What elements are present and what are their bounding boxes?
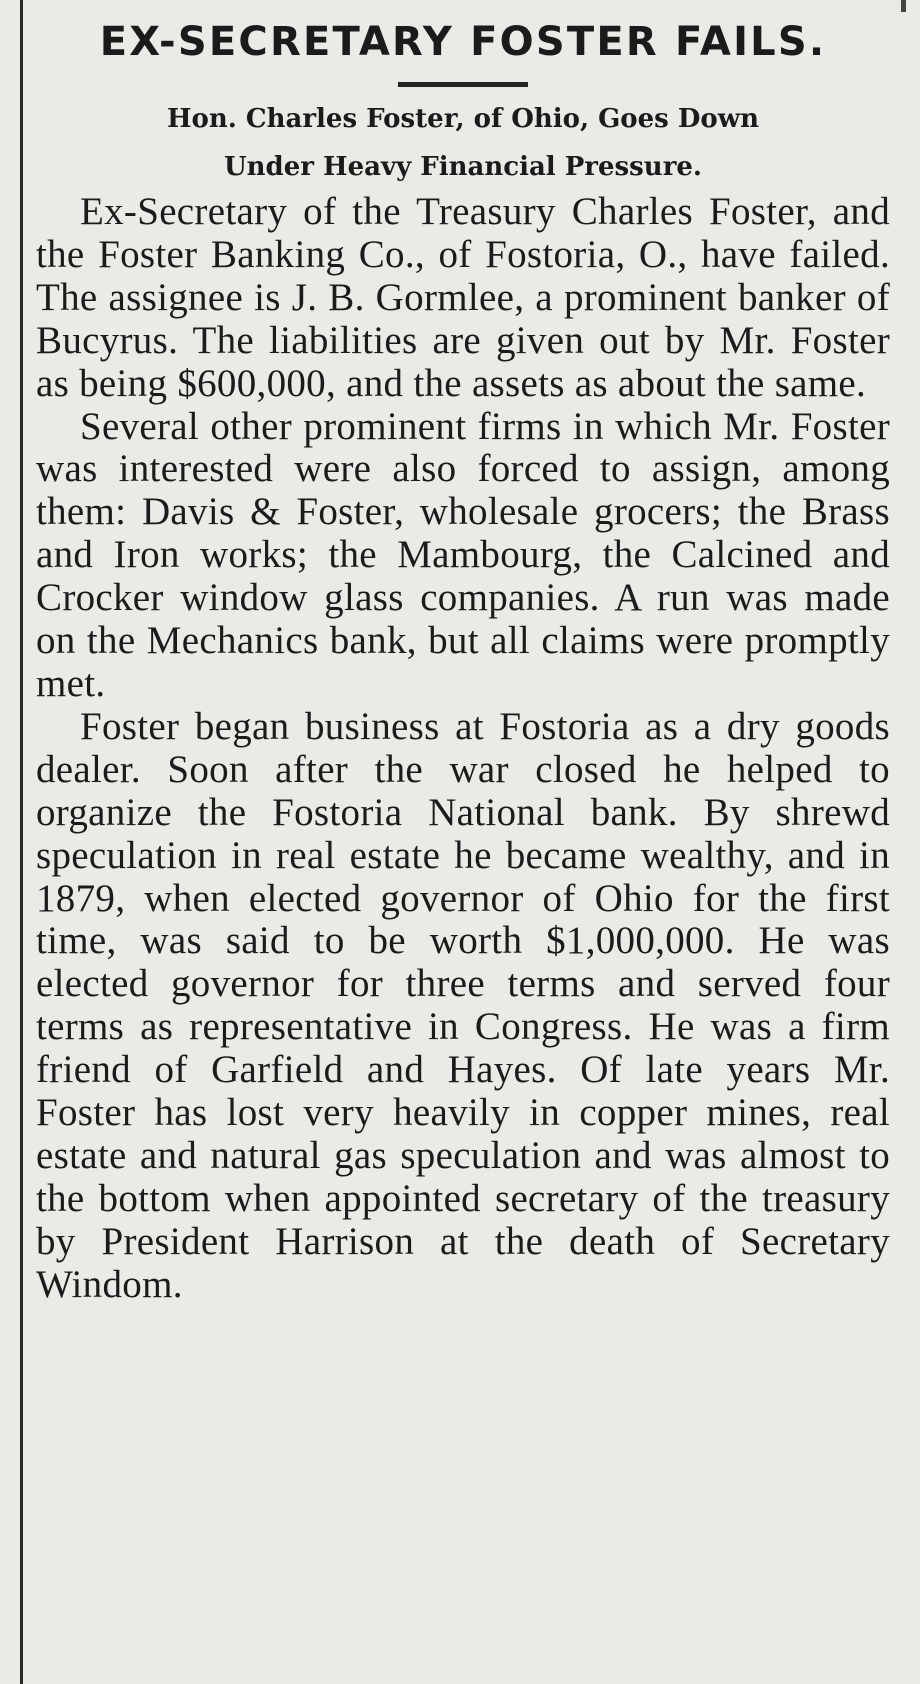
paragraph-1: Ex-Secretary of the Treasury Charles Foster, and the Foster Banking Co., of Fostoria, O., have failed. The assignee is J. B. Gormlee, a prominent banker of Bucyrus. The liabilities are given out by Mr. Foster as being $600,000, and the assets as about the same. — [36, 190, 890, 405]
paragraph-2: Several other prominent firms in which Mr. Foster was interested were also forced to assign, among them: Davis & Foster, wholesale grocers; the Brass and Iron works; the Mambourg, the Calcined and Crocker window glass companies. A run was made on the Mechanics bank, but all claims were promptly met. — [36, 404, 890, 705]
subheadline-line-2: Under Heavy Financial Pressure. — [223, 152, 702, 182]
subheadline-line-1: Hon. Charles Foster, of Ohio, Goes Down — [166, 104, 760, 134]
corner-mark — [901, 0, 906, 12]
subheadline — [36, 95, 890, 191]
headline: EX-SECRETARY FOSTER FAILS. — [99, 19, 827, 65]
paragraph-3: Foster began business at Fostoria as a dry goods dealer. Soon after the war closed he helped to organize the Fostoria National bank. By shrewd speculation in real estate he became wealthy, and in 1879, when elected governor of Ohio for the first time, was said to be worth $1,000,000. He was elected governor for three terms and served four terms as representative in Congress. He was a firm friend of Garfield and Hayes. Of late years Mr. Foster has lost very heavily in copper mines, real estate and natural gas speculation and was almost to the bottom when appointed secretary of the treasury by President Harrison at the death of Secretary Windom. — [36, 704, 890, 1306]
column-rule — [20, 0, 23, 1684]
news-article — [36, 10, 890, 1307]
headline-divider — [398, 82, 528, 87]
article-body — [36, 191, 890, 1307]
